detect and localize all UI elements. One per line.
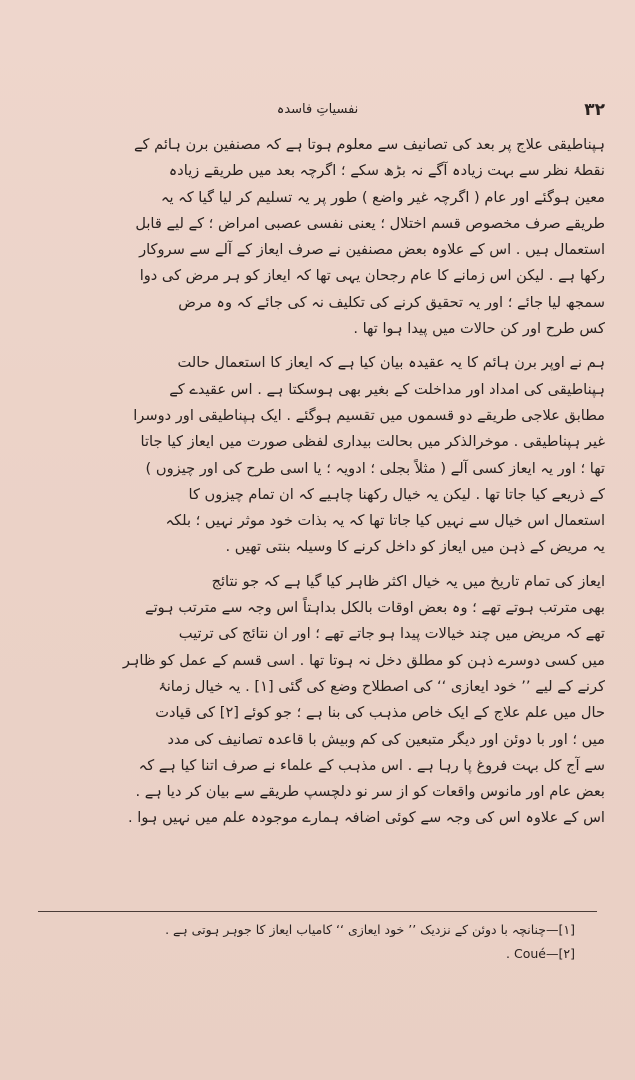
text-line: تھا ؛ اور یہ ایعاز کسی آلے ( مثلاً بجلی ؛ ادویہ ؛ یا اسی طرح کی اور چیزوں ) — [145, 459, 605, 477]
text-line: مطابق علاجی طریقے دو قسموں میں تقسیم ہوگئے . ایک ہپناطیقی اور دوسرا — [133, 406, 605, 424]
text-line: ایعاز کی تمام تاریخ میں یہ خیال اکثر ظاہر کیا گیا ہے کہ جو نتائج — [211, 572, 605, 590]
footnote-divider — [38, 911, 597, 912]
text-line: تھے کہ مریض میں چند خیالات پیدا ہو جاتے تھے ؛ اور ان نتائج کی ترتیب — [178, 625, 605, 643]
text-line: نقطۂ نظر سے بہت زیادہ آگے نہ بڑھ سکے ؛ اگرچہ بعد میں طریقے زیادہ — [168, 162, 605, 180]
text-line: معین ہوگئے اور عام ( اگرچہ غیر واضع ) طور پر یہ تسلیم کر لیا گیا کہ یہ — [160, 188, 605, 206]
text-line: ہپناطیقی کی امداد اور مداخلت کے بغیر بھی ہوسکتا ہے . اس عقیدے کے — [169, 380, 605, 398]
running-title: نفسیاتِ فاسدہ — [276, 102, 359, 117]
text-line: طریقے صرف مخصوص قسم اختلال ؛ یعنی نفسی عصبی امراض ؛ کے لیے قابل — [135, 214, 605, 232]
text-line: ہم نے اوپر برن ہائم کا یہ عقیدہ بیان کیا ہے کہ ایعاز کا استعمال حالت — [177, 354, 605, 372]
text-line: کے ذریعے کیا جاتا تھا . لیکن یہ خیال رکھنا چاہیے کہ ان تمام چیزوں کا — [188, 485, 605, 503]
text-line: استعمال اس خیال سے نہیں کیا جاتا تھا کہ یہ بذات خود موثر نہیں ؛ بلکہ — [165, 512, 605, 530]
text-line: بھی مترتب ہوتے تھے ؛ وہ بعض اوقات بالکل بداہتاً اس وجہ سے مترتب ہوتے — [145, 599, 605, 617]
text-line: رکھا ہے . لیکن اس زمانے کا عام رجحان یہی تھا کہ ایعاز کو ہر مرض کی دوا — [139, 267, 605, 285]
text-line: بعض عام اور مانوس واقعات کو از سر نو دلچسپ طریقے سے بیان کر دیا ہے . — [135, 783, 605, 801]
text-line: سمجھ لیا جائے ؛ اور یہ تحقیق کرنے کی تکلیف نہ کی جائے کہ وہ مرض — [178, 293, 605, 311]
footnote: [۲]—Coué . — [506, 946, 575, 961]
text-line: ہپناطیقی علاج پر بعد کی تصانیف سے معلوم ہوتا ہے کہ مصنفین برن ہائم کے — [134, 136, 605, 153]
text-line: کس طرح اور کن حالات میں پیدا ہوا تھا . — [353, 320, 605, 338]
footnote: [۱]—چنانچہ با دوئن کے نزدیک ’’ خود ایعازی ‘‘ کامیاب ایعاز کا جوہر ہوتی ہے . — [165, 922, 575, 937]
text-line: غیر ہپناطیقی . موخرالذکر میں بحالت بیداری لفظی صورت میں ایعاز کیا جاتا — [140, 433, 605, 451]
page-number: ۳۲ — [584, 100, 605, 120]
footnotes — [40, 918, 575, 966]
paragraph — [36, 350, 605, 560]
text-line: استعمال ہیں . اس کے علاوہ بعض مصنفین نے صرف ایعاز کے آلے سے سروکار — [139, 241, 605, 259]
text-line: حال میں علم علاج کے ایک خاص مذہب کی بنا ہے ؛ جو کوئے [۲] کی قیادت — [155, 704, 605, 722]
text-line: میں کسی دوسرے ذہن کو مطلق دخل نہ ہوتا تھا . اسی قسم کے عمل کو ظاہر — [122, 651, 605, 669]
text-line: میں ؛ اور با دوئن اور دیگر متبعین کی کم وبیش با قاعدہ تصانیف کی مدد — [167, 730, 605, 748]
paragraph — [36, 569, 605, 832]
text-line: کرنے کے لیے ’’ خود ایعازی ‘‘ کی اصطلاح وضع کی گئی [۱] . یہ خیال زمانۂ — [158, 677, 605, 695]
text-line: یہ مریض کے ذہن میں ایعاز کو داخل کرنے کا وسیلہ بنتی تھیں . — [225, 538, 605, 556]
page-header — [30, 100, 605, 122]
text-line: اس کے علاوہ اس کی وجہ سے کوئی اضافہ ہمارے موجودہ علم میں نہیں ہوا . — [128, 809, 605, 827]
text-line: سے آج کل بہت فروغ پا رہا ہے . اس مذہب کے علماء نے صرف اتنا کیا ہے کہ — [138, 756, 605, 774]
body-text — [36, 132, 605, 832]
paragraph — [36, 132, 605, 342]
